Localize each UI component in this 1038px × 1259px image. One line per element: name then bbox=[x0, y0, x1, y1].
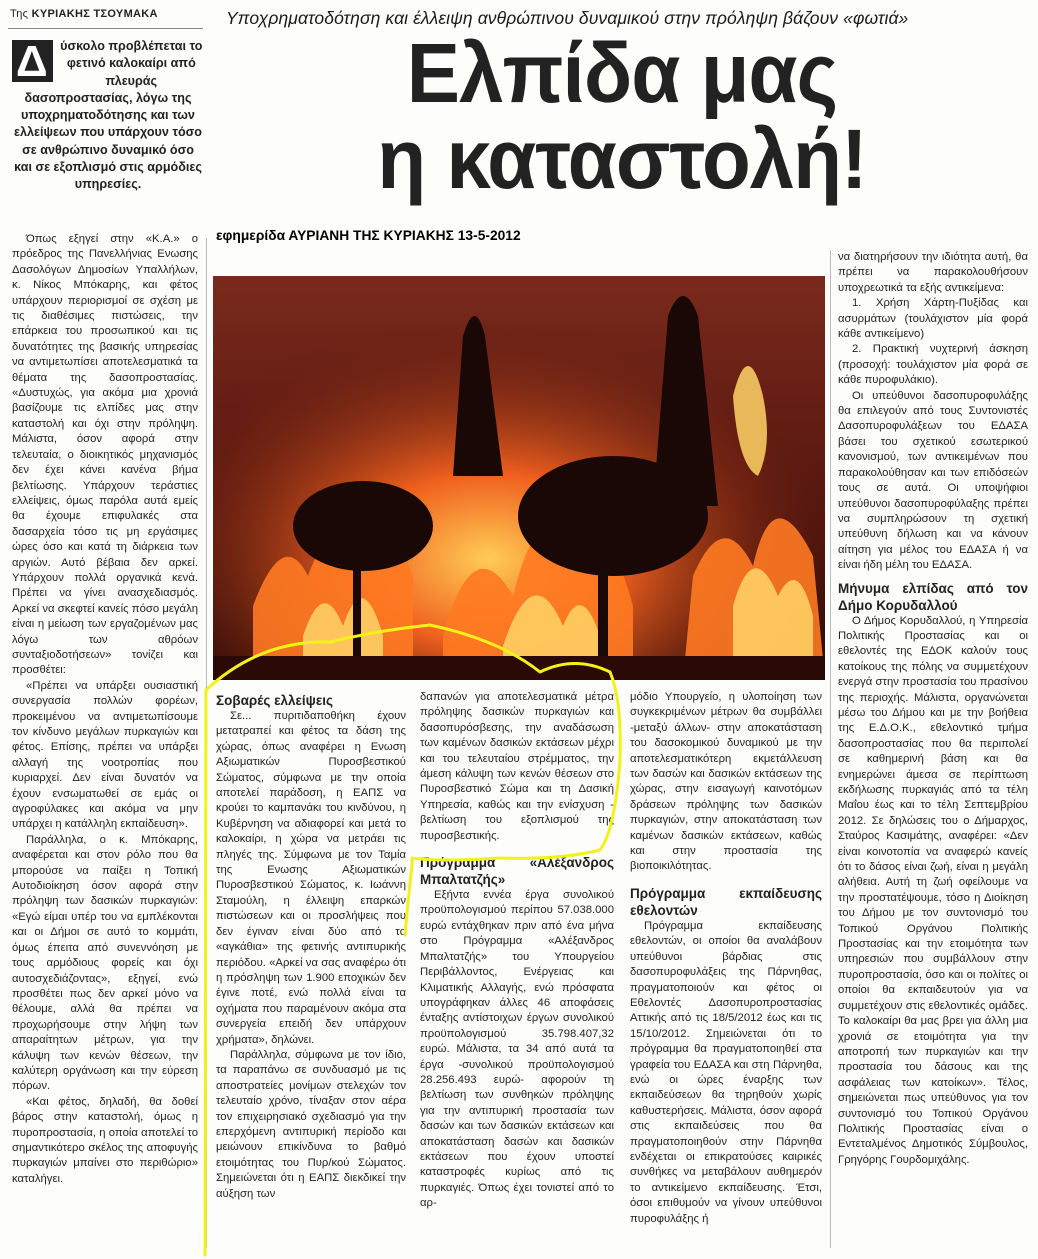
byline-prefix: Της bbox=[10, 8, 29, 20]
column-4 bbox=[630, 690, 822, 1227]
col5-top: να διατηρήσουν την ιδιότητα αυτή, θα πρέπει να παρακολουθήσουν υποχρεωτικά τα εξής αντικείμενα: bbox=[838, 251, 1028, 294]
lead-text: ύσκολο προβλέπεται το φετινό καλοκαίρι από πλευράς δασοπροστασίας, λόγω της υποχρηματοδότησης και των ελλείψεων που υπάρχουν τόσο σε ανθρώπινο δυναμικό όσο και σε εξοπλισμό στις αρμόδιες υπηρεσίες. bbox=[14, 39, 203, 192]
col5-item-1: 1. Χρήση Χάρτη-Πυξίδας και ασυρμάτων (τουλάχιστον μία φορά κάθε αντικείμενο) bbox=[838, 297, 1028, 341]
byline-author: ΚΥΡΙΑΚΗΣ ΤΣΟΥΜΑΚΑ bbox=[31, 8, 158, 20]
col3-top: δαπανών για αποτελεσματικά μέτρα πρόληψης δασικών πυρκαγιών και δασοπυρόσβεσης, την αναδάσωση των καμένων δασικών εκτάσεων μέχρι και του τελευταίου στρέμματος, την άμεση κάλυψη των κενών θέσεων στο Πυροσβεστικό Σώμα και τη Δασική Υπηρεσία, καθώς και την ενίσχυση - βελτίωση του εξοπλισμού της πυροσβεστικής. bbox=[420, 691, 614, 842]
col2-paragraph: Σε... πυριτιδαποθήκη έχουν μετατραπεί και φέτος τα δάση της χώρας, όπως αναφέρει η Ενωση Αξιωματικών Πυροσβεστικού Σώματος, σύμφωνα με την οποία αποτελεί παράδοση, η ΕΑΠΣ να κρούει το καμπανάκι του κινδύνου, η Κυβέρνηση να αδιαφορεί και μετά το καλοκαίρι, η χώρα να μετράει τις πληγές της. Σύμφωνα με τον Ταμία της Ενωσης Αξιωματικών Πυροσβεστικού Σώματος, κ. Ιωάννη Σταμούλη, η έλλειψη επαρκών πιστώσεων και οι προσλήψεις που δεν έγιναν είναι δύο από το «αγκάθια» της φετινής αντιπυρικής περιόδου. «Αρκεί να σας αναφέρω ότι η πρόσληψη των 1.900 εποχικών δεν έγινε ποτέ, ενώ πολλά είναι τα οχήματα που παραμένουν ακόμα στα συνεργεία επειδή δεν υπάρχουν χρήματα», δηλώνει. bbox=[216, 710, 406, 1046]
subhead-serious-shortages: Σοβαρές ελλείψεις bbox=[216, 693, 334, 708]
column-1 bbox=[12, 232, 198, 1187]
col2-paragraph: Παράλληλα, σύμφωνα με τον ίδιο, τα παραπάνω σε συνδυασμό με τις αποστρατείες μονίμων στελεχών τον τελευταίο χρόνο, τίναξαν στον αέρα τον επιχειρησιακό σχεδιασμό για την επερχόμενη αντιπυρική περίοδο και μειώνουν επικίνδυνα το βαθμό ετοιμότητας του Πυρ/κού Σώματος. Σημειώνεται ότι η ΕΑΠΣ διεκδικεί την αύξηση των bbox=[216, 1048, 406, 1200]
col4-top: μόδιο Υπουργείο, η υλοποίηση των συγκεκριμένων μέτρων θα συμβάλλει -μεταξύ άλλων- στην αποκατάσταση του δασοκομικού δυναμικού με την αποτελεσματικότερη εκμετάλλευση των δασών και δασικών εκτάσεων της χώρας, στην εισαγωγή καινοτόμων δράσεων πρόληψης των δασικών πυρκαγιών, στην αποκατάσταση των καμένων δασικών εκτάσεων, καθώς και στην προστασία της βιοποικιλότητας. bbox=[630, 691, 822, 873]
col4-body: Πρόγραμμα εκπαίδευσης εθελοντών, οι οποίοι θα αναλάβουν υπεύθυνοι βάρδιας στις δασοπυροφυλάξεις της Πάρνηθας, πραγματοποιούν και φέτος οι Εθελοντές Δασοπυροπροστασίας Αττικής από τις 18/5/2012 έως και τις 15/10/2012. Σημειώνεται ότι το πρόγραμμα θα πραγματοποιηθεί στα γραφεία του ΕΔΑΣΑ και στη Πάρνηθα, ενώ οι ώρες έναρξης των εκπαιδεύσεων θα τηρηθούν χωρίς καθυστερήσεις. Μάλιστα, όσον αφορά στις εκπαιδεύσεις που θα πραγματοποιηθούν στην Πάρνηθα ενδέχεται οι επικρατούσες καιρικές συνθήκες να μεταβάλουν αυθημερόν το αντικείμενο εκπαίδευσης. Έτσι, όσοι επιθυμούν να γίνουν υπεύθυνοι πυροφυλάξης ή bbox=[630, 919, 822, 1225]
top-rule bbox=[8, 28, 203, 29]
subhead-volunteer-training: Πρόγραμμα εκπαίδευσης εθελοντών bbox=[630, 885, 822, 918]
subhead-program-baltatzis: Πρόγραμμα «Αλέξανδρος Μπαλτατζής» bbox=[420, 855, 614, 888]
lead-paragraph bbox=[12, 38, 204, 194]
col1-paragraph: Παράλληλα, ο κ. Μπόκαρης, αναφέρεται και στον ρόλο που θα μπορούσε να παίξει η Τοπική Αυτοδιοίκηση όσον αφορά στην πρόληψη των δασικών πυρκαγιών: «Εγώ είμαι υπέρ του να εμπλέκονται και οι Δήμοι σε αυτό το κομμάτι, όμως έπειτα από συνεννόηση με τους αρμόδιους φορείς και όχι αυτοσχεδιάζοντας», εξηγεί, ενώ προσθέτει πως δεν αρκεί μόνο να θέλουμε, αλλά θα πρέπει να προχωρήσουμε στην λήψη των απαραίτητων μέτρων, για την κάλυψη των κενών θέσεων, την καλύτερη οργάνωση και την εύρεση πόρων. bbox=[12, 833, 198, 1093]
column-5 bbox=[838, 250, 1028, 1168]
fire-photo-illustration bbox=[213, 276, 825, 680]
col1-paragraph: «Και φέτος, δηλαδή, θα δοθεί βάρος στην καταστολή, όμως η πυροπροστασία, η οποία αποτελεί το σημαντικότερο σκέλος της αποφυγής πυρκαγιών μπαίνει στο περιθώριο» καταλήγει. bbox=[12, 1095, 198, 1185]
headline-line-2: η καταστολή! bbox=[377, 112, 867, 206]
col1-paragraph: «Πρέπει να υπάρξει ουσιαστική συνεργασία πολλών φορέων, προκειμένου να αντιμετωπίσουμε τον κίνδυνο μεγάλων πυρκαγιών και φέτος. Επίσης, πρέπει να υπάρξει αλλαγή της νοοτροπίας που κυριαρχεί. Δεν είναι δυνατόν να έχουν ενσωματωθεί σε εμάς οι αγροφύλακες και ακόμα να μην υπάρχει η κατάλληλη εκπαίδευση». bbox=[12, 679, 198, 831]
byline bbox=[10, 8, 200, 20]
headline-line-1: Ελπίδα μας bbox=[406, 26, 838, 120]
col5-body: Ο Δήμος Κορυδαλλού, η Υπηρεσία Πολιτικής Προστασίας και οι εθελοντές της ΕΔΟΚ καλούν τους κατοίκους της πόλης να συμμετέχουν ενεργά στην προστασία του πρασίνου της περιοχής. Μάλιστα, οργανώνεται μέσω του Δήμου και με την βοήθεια της Ε.Δ.Ο.Κ., εθελοντικό τμήμα δασοπροστασίας που θα περιπολεί σε καθημερινή βάση και θα ενημερώνει άμεσα σε περίπτωση εκδήλωσης πυρκαγιάς από τα τέλη Μαΐου έως και το τέλη Σεπτεμβρίου 2012. Σε δηλώσεις του ο Δήμαρχος, Σταύρος Κασιμάτης, αναφέρει: «Δεν είναι κοινοτοπία να αναφερώ κανείς ότι το δάσος είναι ζωή, είναι η μεγάλη αλήθεια. Αυτή τη ζωή οφείλουμε να την προστατέψουμε, τόσο η Διοίκηση του Δήμου με τον συντονισμό του Τοπικού Οργάνου Πολιτικής Προστασίας και την ετοιμότητα των υπηρεσιών που συμβάλλουν στην πυροπροστασία, όσο και οι πολίτες οι οποίοι θα εκπαιδευτούν για να συμμετέχουν στις εθελοντικές ομάδες. Το καλοκαίρι θα μας βρει για άλλη μια χρονιά σε ετοιμότητα για την αποτροπή των πυρκαγιών και την προστασία του δάσους και της ασφάλειας των κατοίκων». Τέλος, σημειώνεται πως υπεύθυνος για τον συντονισμό του Τοπικού Οργάνου Πολιτικής Προστασίας είναι ο Εντεταλμένος Δημοτικός Σύμβουλος, Γρηγόρης Γουρδομιχάλης. bbox=[838, 614, 1028, 1166]
column-separator bbox=[830, 250, 831, 1248]
source-caption: εφημερίδα ΑΥΡΙΑΝΗ ΤΗΣ ΚΥΡΙΑΚΗΣ 13-5-2012 bbox=[216, 228, 521, 243]
col5-paragraph: Οι υπεύθυνοι δασοπυροφυλάξης θα επιλεγούν από τους Συντονιστές Δασοπυροφυλάξεων του ΕΔΑΣΑ βάσει του σχετικού εσωτερικού κανονισμού, των αντικειμένων που παρακολούθησαν και των επιδόσεών τους σε αυτά. Οι υποψήφιοι υπεύθυνοι δασοπυροφύλαξης πρέπει να συμπληρώσουν τη σχετική υπεύθυνη δήλωση και να κάνουν αίτηση για μέλος του ΕΔΑΣΑ ή να είναι ήδη μέλη του ΕΔΑΣΑ. bbox=[838, 389, 1028, 572]
col5-item-2: 2. Πρακτική νυχτερινή άσκηση (προσοχή: τουλάχιστον μία φορά σε κάθε πυροφυλάκιο). bbox=[838, 343, 1028, 387]
column-separator bbox=[206, 238, 207, 1248]
col1-paragraph: Όπως εξηγεί στην «Κ.Α.» ο πρόεδρος της Πανελλήνιας Ενωσης Δασολόγων Δημοσίων Υπαλλήλων, κ. Νίκος Μπόκαρης, και φέτος υπάρχουν περιορισμοί σε σχέση με τις διαθέσιμες πιστώσεις, την επάρκεια του προσωπικού και τις δυνατότητες της βασικής υπηρεσίας να αντιμετωπίσει αποτελεσματικά τα θέματα της δασοπροστασίας. «Δυστυχώς, για ακόμα μια χρονιά βασίζουμε τις ελπίδες μας στην καταστολή και όχι στην πρόληψη. Μάλιστα, όσον αφορά στην τελευταία, ο διοικητικός μηχανισμός δεν έχει κάνει κανένα βήμα βελτίωσης. Υπάρχουν τεράστιες ελλείψεις, όμως παρόλα αυτά εμείς θα έχουμε επιφυλακές στα δασαρχεία τόσο τις μη εργάσιμες ώρες όσο και κατά τη διάρκεια των αργιών. Αυτό βέβαια δεν αρκεί. Υπάρχουν πολλά οργανικά κενά. Πρέπει να γίνει ανασχεδιασμός. Αρκεί να σκεφτεί κανείς πόσο μεγάλη είναι η μείωση των εργαζομένων μας λόγω των αθρόων συνταξιοδοτήσεων» τονίζει και προσθέτει: bbox=[12, 233, 198, 677]
col3-body: Εξήντα εννέα έργα συνολικού προϋπολογισμού περίπου 57.038.000 ευρώ εντάχθηκαν πριν από ένα μήνα στο Πρόγραμμα «Αλέξανδρος Μπαλτατζής» του Υπουργείου Περιβάλλοντος, Ενέργειας και Κλιματικής Αλλαγής, ενώ πρόσφατα υπογράφηκαν άλλες 46 αποφάσεις ένταξης αντίστοιχων έργων συνολικού προϋπολογισμού 35.798.407,32 ευρώ. Μάλιστα, τα 34 από αυτά τα έργα -συνολικού προϋπολογισμού 28.256.493 ευρώ- αφορούν τη βελτίωση των συνθηκών πρόληψης για την αντιπυρική προστασία των δασών και των δασικών εκτάσεων και αποκατάσταση δασών και δασικών εκτάσεων που έχουν υποστεί καταστροφές κυρίως από τις πυρκαγιές. Όπως έχει τονιστεί από το αρ- bbox=[420, 889, 614, 1210]
column-2 bbox=[216, 692, 406, 1202]
subhead-korydallos: Μήνυμα ελπίδας από τον Δήμο Κορυδαλλού bbox=[838, 580, 1028, 613]
fire-photo bbox=[213, 276, 825, 680]
column-3 bbox=[420, 690, 614, 1212]
dropcap: Δ bbox=[12, 40, 53, 82]
headline bbox=[242, 26, 1002, 206]
kicker: Υποχρηματοδότηση και έλλειψη ανθρώπινου δυναμικού στην πρόληψη βάζουν «φωτιά» bbox=[226, 8, 909, 28]
